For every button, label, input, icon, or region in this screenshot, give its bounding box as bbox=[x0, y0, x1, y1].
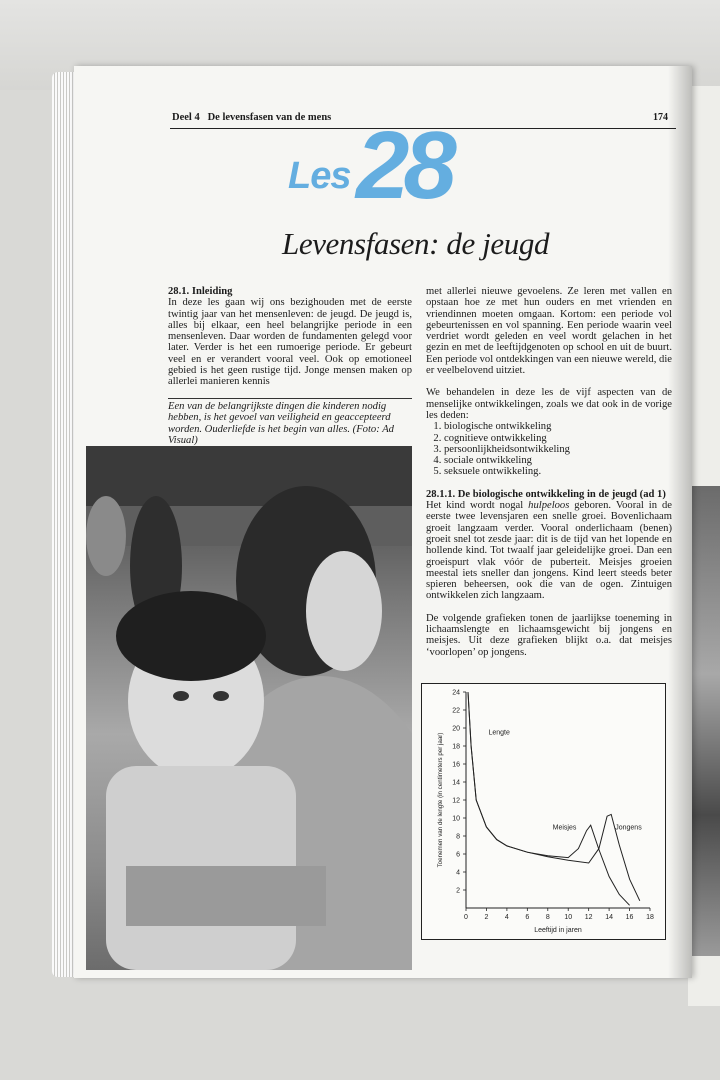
lesson-number: 28 bbox=[356, 112, 451, 219]
series-line-meisjes bbox=[468, 692, 630, 905]
y-tick-label: 10 bbox=[452, 815, 460, 823]
x-tick-label: 14 bbox=[605, 914, 614, 921]
x-tick-label: 2 bbox=[484, 914, 489, 921]
photo-caption: Een van de belangrijkste dingen die kinderen nodig hebben, is het gevoel van veiligheid en geaccepteerd worden. Ouderliefde is het begin van alles. (Foto: Ad Visual) bbox=[168, 398, 412, 446]
x-tick-label: 10 bbox=[564, 914, 573, 921]
y-axis-label: Toenemen van de lengte (in centimeters per jaar) bbox=[437, 732, 444, 868]
y-tick-label: 20 bbox=[452, 725, 460, 733]
y-tick-label: 12 bbox=[452, 797, 460, 805]
list-item: 2. cognitieve ontwikkeling bbox=[444, 433, 672, 444]
right-column bbox=[426, 286, 672, 658]
x-axis-label: Leeftijd in jaren bbox=[534, 927, 582, 934]
series-line-jongens bbox=[468, 692, 640, 901]
series-label-jongens: Jongens bbox=[615, 824, 642, 832]
left-column bbox=[168, 286, 412, 388]
y-tick-label: 2 bbox=[456, 887, 460, 895]
x-tick-label: 0 bbox=[464, 914, 468, 921]
x-tick-label: 16 bbox=[625, 914, 634, 921]
right-paragraph-1: met allerlei nieuwe gevoelens. Ze leren met vallen en opstaan hoe ze met hun ouders en met vrienden en vriendinnen moeten omgaan. Kortom: een periode vol gebeurtenissen en vol spanning. Een periode waarin veel verdriet wordt geleden en veel wordt gelachen in het gezin en met de leeftijdgenoten op school en uit de buurt. Een periode vol ontdekkingen van een nieuwe wereld, die er veelbelovend uitziet. bbox=[426, 286, 672, 377]
header-section: Deel 4 bbox=[172, 112, 200, 123]
y-tick-label: 22 bbox=[452, 707, 460, 715]
y-tick-label: 4 bbox=[456, 869, 460, 877]
x-tick-label: 18 bbox=[646, 914, 654, 921]
growth-chart-svg bbox=[422, 684, 665, 939]
header-section-title: De levensfasen van de mens bbox=[207, 112, 332, 123]
y-tick-label: 16 bbox=[452, 761, 460, 769]
list-item: 4. sociale ontwikkeling bbox=[444, 455, 672, 466]
growth-chart bbox=[421, 683, 666, 940]
y-tick-label: 8 bbox=[456, 833, 460, 841]
right-paragraph-4: De volgende grafieken tonen de jaarlijkse toeneming in lichaamslengte en lichaamsgewicht bij jongens en meisjes. Uit deze grafieken blijkt o.a. dat meisjes ‘voorlopen’ op jongens. bbox=[426, 612, 672, 658]
x-tick-label: 4 bbox=[504, 914, 509, 921]
photo-mother-and-baby bbox=[86, 446, 412, 970]
next-page-photo bbox=[690, 486, 720, 956]
photo-illustration bbox=[86, 446, 412, 970]
x-tick-label: 6 bbox=[525, 914, 530, 921]
series-label-meisjes: Meisjes bbox=[552, 824, 577, 832]
x-tick-label: 12 bbox=[584, 914, 593, 921]
section-heading-biologische: 28.1.1. De biologische ontwikkeling in de jeugd (ad 1) bbox=[426, 488, 666, 500]
page-title: Levensfasen: de jeugd bbox=[282, 226, 550, 261]
lesson-label: Les bbox=[288, 155, 351, 197]
list-item: 5. seksuele ontwikkeling. bbox=[444, 466, 672, 477]
next-page-edge bbox=[688, 86, 720, 1006]
annotation-lengte: Lengte bbox=[488, 729, 510, 737]
list-item: 1. biologische ontwikkeling bbox=[444, 421, 672, 432]
x-tick-label: 8 bbox=[545, 914, 550, 921]
section-heading-inleiding: 28.1. Inleiding bbox=[168, 286, 233, 297]
right-paragraph-3: Het kind wordt nogal hulpeloos geboren. Vooral in de eerste twee levensjaren een snelle groei. Bovenlichaam groeit langzaam verder. Vooral onderlichaam (benen) groeit snel tot zesde jaar: dit is de tijd van het lopende en hollende kind. Tot twaalf jaar geleidelijke groei. Dan een groeispurt vlak vóór de puberteit. Meisjes groeien meestal iets sneller dan jongens. Kind leert steeds beter spieren beheersen, ook die van de ogen. Zintuigen ontwikkelen zich langzaam. bbox=[426, 500, 672, 602]
aspects-list bbox=[426, 421, 672, 477]
list-item: 3. persoonlijkheidsontwikkeling bbox=[444, 444, 672, 455]
intro-paragraph: In deze les gaan wij ons bezighouden met de eerste twintig jaar van het mensenleven: de jeugd. De jeugd is, alles bij elkaar, een heel belangrijke periode in een mensenleven. Daar worden de fundamenten gelegd voor later. Verder is het een rumoerige periode. Er gebeurt veel en er verandert vooral veel. Ook op emotioneel gebied is het geen rustige tijd. Jonge mensen maken op allerlei manieren kennis bbox=[168, 297, 412, 388]
y-tick-label: 6 bbox=[456, 851, 460, 859]
right-paragraph-2: We behandelen in deze les de vijf aspecten van de menselijke ontwikkelingen, zoals we dat ook in de vorige les deden: bbox=[426, 387, 672, 421]
emphasis-hulpeloos: hulpeloos bbox=[528, 500, 570, 512]
y-tick-label: 18 bbox=[452, 743, 460, 751]
y-tick-label: 24 bbox=[452, 689, 460, 697]
y-tick-label: 14 bbox=[452, 779, 460, 787]
page-number: 174 bbox=[653, 112, 668, 123]
